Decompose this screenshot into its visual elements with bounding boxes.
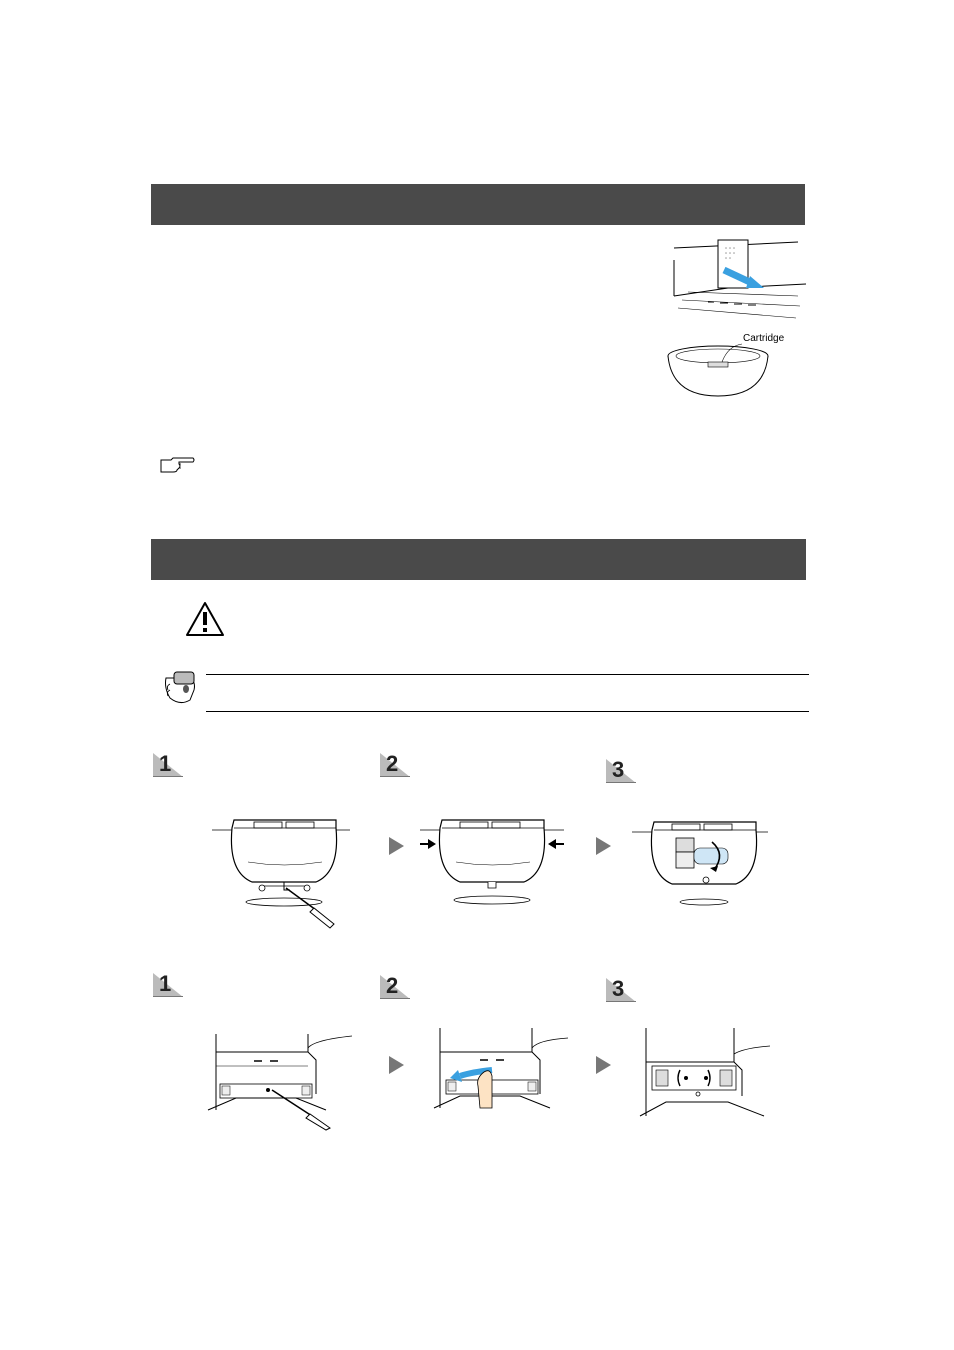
step-number: 2 [386,751,399,776]
step-number: 1 [159,751,172,776]
cartridge-bowl-illustration [664,338,784,400]
next-step-arrow [389,837,404,855]
pointing-hand-icon [159,456,195,474]
cartridge-insert-illustration [668,236,808,326]
section-header-band-1 [151,184,805,225]
memo-rule-bottom [206,711,809,712]
lamp-cover-screw-illustration [212,816,352,928]
memo-hand-icon [160,668,204,708]
next-step-arrow [389,1056,404,1074]
lamp-unit-rotate-illustration [632,818,772,906]
step-number: 1 [159,971,172,996]
lamp-screws-illustration [636,1024,776,1120]
lamp-cover-remove-illustration [420,816,565,908]
next-step-arrow [596,1056,611,1074]
section-header-band-2 [151,539,806,580]
rear-panel-slide-illustration [432,1024,572,1114]
cartridge-label: Cartridge [743,333,785,344]
step-number: 3 [612,976,625,1001]
next-step-arrow [596,837,611,855]
memo-rule-top [206,674,809,675]
rear-panel-screw-illustration [206,1030,356,1130]
warning-icon [185,601,225,637]
step-number: 3 [612,757,625,782]
step-number: 2 [386,973,399,998]
